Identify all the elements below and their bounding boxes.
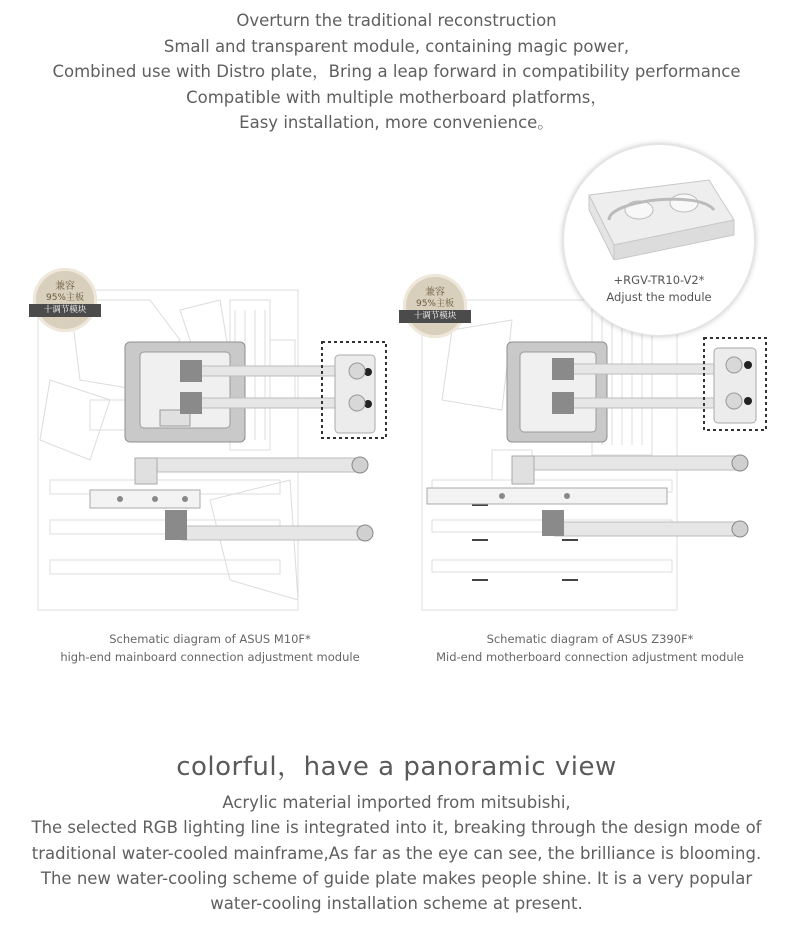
intro-text (0, 8, 793, 136)
module-desc: Adjust the module (606, 290, 712, 304)
outro-line: Acrylic material imported from mitsubishi, (222, 793, 571, 812)
intro-line: Easy installation, more convenience。 (239, 113, 554, 132)
intro-line: Compatible with multiple motherboard platforms， (186, 87, 607, 107)
left-caption-line1: Schematic diagram of ASUS M10F* (109, 632, 311, 646)
badge-line2: 95%主板 (415, 299, 454, 309)
badge-line1: 兼容 (425, 287, 445, 298)
section-headline: colorful，have a panoramic view (176, 752, 617, 782)
badge-line3: 十调节模块 (29, 304, 101, 317)
outro-text (0, 790, 793, 916)
left-caption-line2: high-end mainboard connection adjustment module (60, 650, 360, 664)
intro-line: Overturn the traditional reconstruction (236, 11, 557, 30)
badge-line3: 十调节模块 (399, 310, 471, 323)
right-motherboard-illustration (412, 290, 772, 620)
outro-line: The new water-cooling scheme of guide plate makes people shine. It is a very popular (40, 868, 753, 888)
adjustment-module-image (579, 175, 739, 260)
right-caption (400, 630, 780, 666)
left-motherboard-illustration (30, 280, 390, 625)
outro-line: The selected RGB lighting line is integrated into it, breaking through the design mode of (31, 818, 762, 838)
badge-line2: 95%主板 (45, 293, 84, 303)
outro-line: traditional water-cooled mainframe,As far as the eye can see, the brilliance is blooming. (31, 843, 762, 863)
module-name: +RGV-TR10-V2* (613, 273, 705, 287)
outro-line: water-cooling installation scheme at present. (210, 894, 583, 914)
badge-line1: 兼容 (55, 281, 75, 292)
intro-line: Combined use with Distro plate，Bring a leap forward in compatibility performance (52, 62, 741, 81)
compatibility-badge-right (403, 274, 467, 338)
module-callout (563, 144, 755, 336)
left-caption (20, 630, 400, 666)
intro-line: Small and transparent module, containing magic power, (163, 36, 630, 56)
compatibility-badge-left (33, 268, 97, 332)
right-caption-line1: Schematic diagram of ASUS Z390F* (486, 632, 694, 646)
right-caption-line2: Mid-end motherboard connection adjustment module (436, 650, 744, 664)
